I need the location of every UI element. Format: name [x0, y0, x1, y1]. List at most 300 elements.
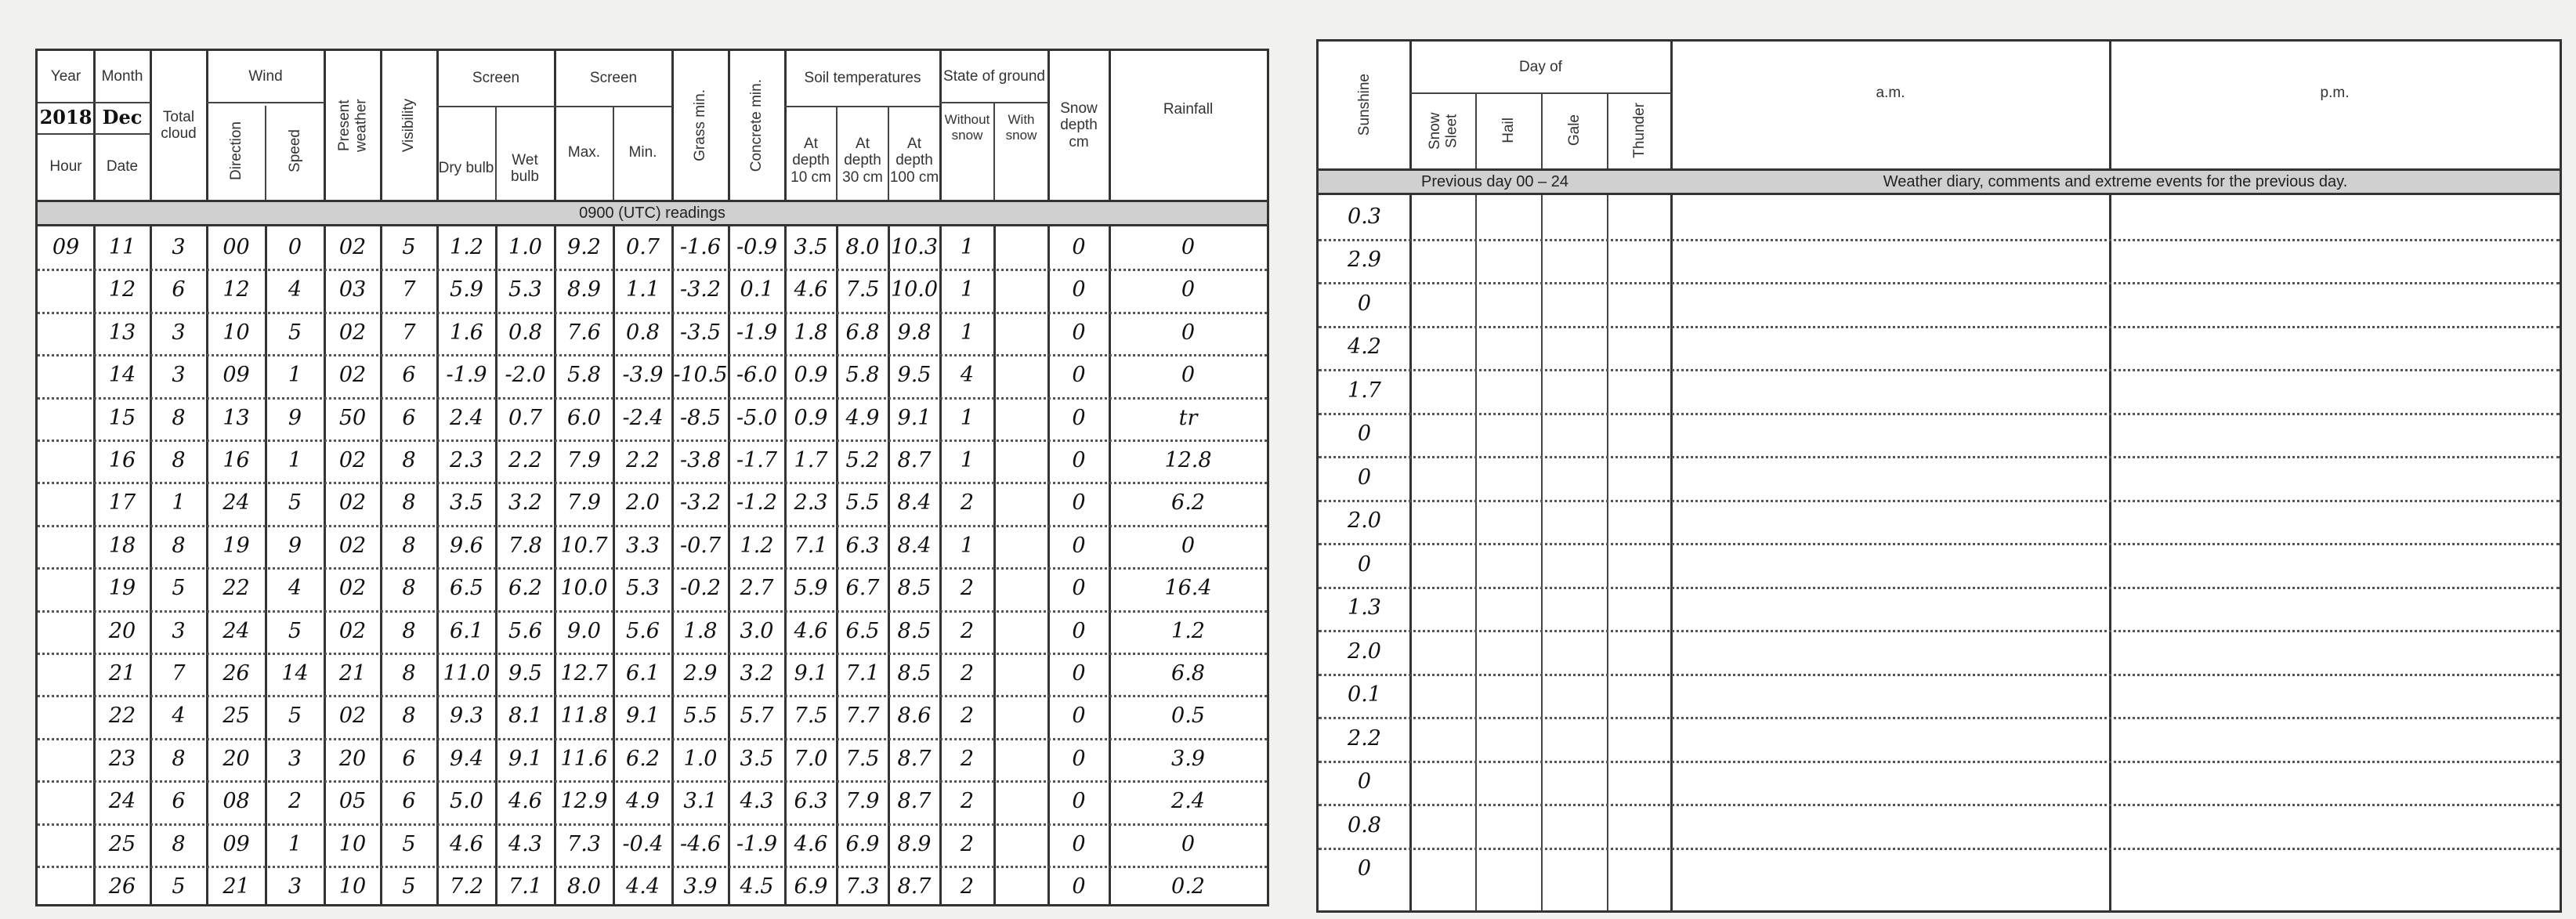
cell-hour [38, 312, 94, 354]
cell-wet: 5.3 [508, 277, 542, 302]
band-label: 0900 (UTC) readings [579, 204, 725, 222]
cell-date: 21 [108, 661, 136, 686]
cell-s100: 8.4 [897, 533, 932, 558]
cell-max: 11.6 [560, 746, 608, 771]
cell-wet: 9.1 [508, 746, 542, 771]
cell-concrete: 4.5 [740, 874, 774, 899]
header-subdivider [495, 106, 497, 200]
cell-with [994, 482, 1048, 524]
cell-hour [38, 738, 94, 780]
cell-cloud: 7 [172, 661, 186, 686]
total-cloud-header: Total cloud [161, 108, 197, 142]
cell-s10: 3.5 [794, 235, 828, 260]
band-right-label: Weather diary, comments and extreme events for the previous day. [1883, 172, 2348, 190]
cell-snow: 0 [1072, 405, 1086, 430]
cell-min: -2.4 [622, 405, 664, 430]
cell-date: 26 [108, 874, 136, 899]
header-rule [38, 133, 150, 135]
cell-s10: 7.0 [794, 746, 828, 771]
cell-cloud: 5 [172, 874, 186, 899]
cell-grass: -3.2 [679, 490, 722, 516]
cell-rain: 3.9 [1171, 746, 1205, 771]
cell-vis: 5 [402, 235, 416, 260]
header-rule [785, 106, 940, 107]
cell-grass: -4.6 [679, 831, 722, 856]
header-subdivider [1541, 92, 1543, 168]
cell-speed: 9 [288, 533, 302, 558]
cell-s10: 4.6 [794, 831, 828, 856]
cell-cloud: 6 [172, 277, 186, 302]
cell-without: 1 [960, 405, 975, 430]
cell-dry: 11.0 [443, 661, 490, 686]
cell-date: 24 [108, 789, 136, 814]
cell-date: 18 [108, 533, 136, 558]
cell-weather: 21 [338, 661, 367, 686]
cell-hour: 09 [52, 235, 80, 260]
cell-cloud: 6 [172, 789, 186, 814]
cell-with [994, 738, 1048, 780]
cell-s10: 1.7 [794, 448, 828, 473]
cell-speed: 4 [288, 576, 302, 601]
month-header: Month [101, 67, 143, 85]
cell-wet: 6.2 [508, 576, 542, 601]
cell-dry: 3.5 [450, 490, 483, 516]
cell-speed: 1 [288, 363, 302, 388]
cell-hour [38, 525, 94, 567]
cell-dir: 13 [223, 405, 250, 430]
cell-weather: 10 [338, 831, 367, 856]
cell-grass: -10.5 [673, 363, 728, 388]
cell-min: 0.7 [626, 235, 660, 260]
cell-dir: 26 [223, 661, 250, 686]
cell-rain: 0 [1181, 235, 1196, 260]
cell-dry: 9.6 [450, 533, 483, 558]
cell-concrete: 5.7 [740, 704, 774, 729]
cell-date: 13 [108, 320, 136, 345]
sunshine-value: 0 [1357, 769, 1372, 794]
cell-with [994, 354, 1048, 396]
sunshine-value: 4.2 [1348, 335, 1381, 360]
cell-grass: -0.7 [679, 533, 722, 558]
cell-date: 11 [108, 235, 136, 260]
cell-without: 1 [960, 277, 975, 302]
cell-min: 2.0 [626, 490, 660, 516]
cell-dry: 5.0 [450, 789, 483, 814]
cell-s100: 8.6 [897, 704, 932, 729]
direction-header [207, 102, 266, 200]
cell-min: -0.4 [622, 831, 664, 856]
cell-s10: 7.5 [794, 704, 828, 729]
cell-snow: 0 [1072, 277, 1086, 302]
sunshine-value: 0 [1357, 552, 1372, 577]
cell-rain: 0 [1181, 320, 1196, 345]
header-divider [436, 51, 439, 200]
cell-hour [38, 440, 94, 482]
cell-s100: 9.8 [897, 320, 932, 345]
cell-date: 19 [108, 576, 136, 601]
cell-s30: 7.7 [845, 704, 880, 729]
cell-s30: 5.2 [845, 448, 880, 473]
cell-date: 25 [108, 831, 136, 856]
cell-s100: 10.3 [890, 235, 939, 260]
cell-weather: 02 [338, 448, 367, 473]
cell-hour [38, 610, 94, 653]
cell-speed: 5 [288, 490, 302, 516]
cell-date: 15 [108, 405, 136, 430]
screen-header-2: Screen [589, 70, 638, 87]
header-rule [207, 102, 324, 103]
cell-without: 1 [960, 533, 975, 558]
cell-without: 1 [960, 320, 975, 345]
cell-snow: 0 [1072, 831, 1086, 856]
cell-with [994, 866, 1048, 908]
cell-cloud: 8 [172, 746, 186, 771]
cell-weather: 03 [338, 277, 367, 302]
snow-depth-header: Snow depth cm [1060, 100, 1098, 150]
cell-max: 7.6 [567, 320, 601, 345]
cell-concrete: 4.3 [740, 789, 774, 814]
sunshine-value: 1.3 [1348, 595, 1381, 621]
header-divider [1409, 42, 1412, 168]
cell-date: 23 [108, 746, 136, 771]
cell-s30: 8.0 [845, 235, 880, 260]
cell-hour [38, 269, 94, 311]
snow-sleet-header [1410, 92, 1476, 168]
day-of-header: Day of [1519, 58, 1562, 75]
header-subdivider [836, 106, 838, 200]
cell-date: 14 [108, 363, 136, 388]
cell-speed: 0 [288, 235, 302, 260]
thunder-label: Thunder [1630, 103, 1648, 158]
cell-date: 20 [108, 618, 136, 643]
cell-dir: 09 [223, 363, 250, 388]
cell-snow: 0 [1072, 874, 1086, 899]
cell-grass: -1.6 [679, 235, 722, 260]
cell-without: 2 [960, 746, 975, 771]
cell-max: 10.7 [560, 533, 608, 558]
cell-vis: 8 [402, 490, 416, 516]
rainfall-header: Rainfall [1163, 101, 1214, 118]
cell-dir: 24 [223, 490, 250, 516]
cell-vis: 6 [402, 363, 416, 388]
row-divider [1319, 587, 2560, 589]
cell-max: 12.7 [560, 661, 608, 686]
cell-snow: 0 [1072, 661, 1086, 686]
header-subdivider [1475, 92, 1477, 168]
cell-concrete: 3.0 [740, 618, 774, 643]
header-divider [150, 51, 152, 200]
cell-min: 4.9 [626, 789, 660, 814]
observation-sheet [35, 49, 1269, 906]
cell-s100: 9.5 [897, 363, 932, 388]
cell-concrete: -0.9 [736, 235, 778, 260]
row-divider [1319, 500, 2560, 502]
row-divider [1319, 804, 2560, 806]
cell-snow: 0 [1072, 490, 1086, 516]
header-divider [324, 51, 326, 200]
cell-vis: 8 [402, 533, 416, 558]
cell-snow: 0 [1072, 704, 1086, 729]
sunshine-value: 0 [1357, 291, 1372, 316]
cell-speed: 1 [288, 831, 302, 856]
concrete-min-header [729, 51, 785, 200]
cell-concrete: 3.2 [740, 661, 774, 686]
gale-label: Gale [1566, 114, 1583, 147]
cell-rain: 16.4 [1164, 576, 1212, 601]
cell-max: 9.2 [567, 235, 601, 260]
soil-100cm-header: At depth 100 cm [889, 136, 939, 186]
with-snow-header: With snow [1005, 112, 1037, 143]
cell-vis: 8 [402, 448, 416, 473]
cell-wet: -2.0 [505, 363, 546, 388]
cell-s30: 4.9 [845, 405, 880, 430]
cell-dir: 20 [223, 746, 250, 771]
visibility-header [381, 51, 437, 200]
cell-s30: 7.5 [845, 277, 880, 302]
cell-date: 12 [108, 277, 136, 302]
cell-speed: 5 [288, 320, 302, 345]
header-divider [939, 51, 942, 200]
sunshine-value: 0 [1357, 856, 1372, 881]
cell-with [994, 695, 1048, 737]
cell-grass: 1.0 [683, 746, 718, 771]
cell-rain: 0.2 [1171, 874, 1205, 899]
cell-min: -3.9 [622, 363, 664, 388]
month-value: Dec [102, 105, 143, 128]
header-subdivider [888, 106, 889, 200]
cell-wet: 0.7 [508, 405, 542, 430]
soil-temperatures-header: Soil temperatures [804, 70, 921, 87]
cell-snow: 0 [1072, 746, 1086, 771]
sunshine-value: 0.3 [1348, 204, 1381, 229]
header-divider [728, 51, 730, 200]
cell-dir: 21 [223, 874, 250, 899]
cell-max: 7.9 [567, 490, 601, 516]
speed-header [266, 102, 324, 200]
cell-s10: 6.3 [794, 789, 828, 814]
cell-max: 6.0 [567, 405, 601, 430]
sunshine-label: Sunshine [1355, 74, 1373, 136]
cell-snow: 0 [1072, 235, 1086, 260]
cell-min: 1.1 [626, 277, 660, 302]
grass-min-header [672, 51, 729, 200]
row-divider [1319, 674, 2560, 676]
cell-concrete: -6.0 [736, 363, 778, 388]
cell-dry: 6.5 [450, 576, 483, 601]
sunshine-value: 2.2 [1348, 725, 1381, 751]
cell-dir: 25 [223, 704, 250, 729]
cell-without: 2 [960, 831, 975, 856]
cell-s30: 6.8 [845, 320, 880, 345]
cell-without: 2 [960, 661, 975, 686]
cell-cloud: 5 [172, 576, 186, 601]
cell-concrete: -5.0 [736, 405, 778, 430]
header-subdivider [613, 106, 614, 200]
cell-dry: -1.9 [446, 363, 487, 388]
cell-min: 5.3 [626, 576, 660, 601]
cell-vis: 6 [402, 746, 416, 771]
cell-with [994, 525, 1048, 567]
cell-cloud: 3 [172, 235, 186, 260]
cell-wet: 1.0 [508, 235, 542, 260]
header-divider [1047, 51, 1050, 200]
cell-s100: 8.5 [897, 576, 932, 601]
date-header: Date [106, 157, 139, 175]
cell-rain: 6.2 [1171, 490, 1205, 516]
cell-concrete: -1.7 [736, 448, 778, 473]
cell-wet: 5.6 [508, 618, 542, 643]
cell-hour [38, 653, 94, 695]
cell-dry: 6.1 [450, 618, 483, 643]
cell-hour [38, 866, 94, 908]
cell-dir: 08 [223, 789, 250, 814]
cell-s30: 6.5 [845, 618, 880, 643]
grass-min-label: Grass min. [692, 89, 709, 161]
cell-rain: 0 [1181, 363, 1196, 388]
cell-rain: 0 [1181, 831, 1196, 856]
cell-snow: 0 [1072, 363, 1086, 388]
cell-vis: 6 [402, 789, 416, 814]
cell-without: 1 [960, 448, 975, 473]
cell-date: 16 [108, 448, 136, 473]
header-divider [671, 51, 674, 200]
cell-vis: 8 [402, 618, 416, 643]
cell-s100: 8.4 [897, 490, 932, 516]
cell-s30: 7.5 [845, 746, 880, 771]
pm-header: p.m. [2320, 85, 2350, 102]
screen-header-1: Screen [472, 70, 520, 87]
header-subdivider [1607, 92, 1608, 168]
cell-s30: 7.3 [845, 874, 880, 899]
cell-dir: 19 [223, 533, 250, 558]
cell-grass: -3.5 [679, 320, 722, 345]
row-divider [1319, 761, 2560, 763]
cell-without: 1 [960, 235, 975, 260]
sunshine-value: 1.7 [1348, 378, 1381, 403]
cell-max: 7.3 [567, 831, 601, 856]
cell-wet: 0.8 [508, 320, 542, 345]
header-subdivider [265, 106, 266, 200]
cell-wet: 7.8 [508, 533, 542, 558]
header-divider [2109, 42, 2111, 168]
cell-speed: 5 [288, 618, 302, 643]
cell-dry: 2.4 [450, 405, 483, 430]
row-divider [1319, 326, 2560, 328]
cell-speed: 2 [288, 789, 302, 814]
cell-cloud: 8 [172, 831, 186, 856]
cell-min: 2.2 [626, 448, 660, 473]
cell-min: 4.4 [626, 874, 660, 899]
header-rule [940, 102, 1048, 103]
state-of-ground-header: State of ground [943, 67, 1045, 85]
cell-snow: 0 [1072, 320, 1086, 345]
row-divider [1319, 369, 2560, 371]
header-rule [38, 102, 150, 103]
cell-max: 10.0 [560, 576, 608, 601]
band-left-label: Previous day 00 – 24 [1421, 172, 1568, 190]
cell-without: 4 [960, 363, 975, 388]
cell-max: 5.8 [567, 363, 601, 388]
cell-vis: 7 [402, 277, 416, 302]
header-divider [554, 51, 556, 200]
cell-with [994, 780, 1048, 823]
cell-weather: 02 [338, 618, 367, 643]
diary-band [1319, 168, 2560, 195]
cell-s100: 8.7 [897, 874, 932, 899]
cell-cloud: 1 [172, 490, 186, 516]
cell-dir: 10 [223, 320, 250, 345]
cell-cloud: 4 [172, 704, 186, 729]
cell-wet: 3.2 [508, 490, 542, 516]
year-header: Year [50, 67, 81, 85]
cell-speed: 5 [288, 704, 302, 729]
cell-min: 9.1 [626, 704, 660, 729]
cell-max: 12.9 [560, 789, 608, 814]
cell-s10: 4.6 [794, 277, 828, 302]
cell-date: 17 [108, 490, 136, 516]
readings-band [38, 200, 1267, 226]
cell-speed: 9 [288, 405, 302, 430]
cell-weather: 02 [338, 235, 367, 260]
row-divider [1319, 630, 2560, 632]
cell-speed: 3 [288, 746, 302, 771]
sunshine-value: 2.0 [1348, 508, 1381, 534]
cell-rain: 1.2 [1171, 618, 1205, 643]
cell-s10: 6.9 [794, 874, 828, 899]
cell-weather: 02 [338, 704, 367, 729]
wet-bulb-header: Wet bulb [511, 151, 539, 185]
cell-snow: 0 [1072, 448, 1086, 473]
cell-hour [38, 567, 94, 610]
cell-rain: 0.5 [1171, 704, 1205, 729]
hail-header [1476, 92, 1542, 168]
header-subdivider [993, 102, 995, 200]
cell-with [994, 269, 1048, 311]
cell-dir: 12 [223, 277, 250, 302]
cell-vis: 5 [402, 874, 416, 899]
cell-rain: 2.4 [1171, 789, 1205, 814]
cell-dry: 1.2 [450, 235, 483, 260]
cell-concrete: 2.7 [740, 576, 774, 601]
soil-10cm-header: At depth 10 cm [791, 136, 831, 186]
cell-rain: 12.8 [1164, 448, 1212, 473]
cell-min: 6.2 [626, 746, 660, 771]
cell-concrete: 3.5 [740, 746, 774, 771]
cell-s30: 5.5 [845, 490, 880, 516]
cell-max: 8.0 [567, 874, 601, 899]
cell-grass: 1.8 [683, 618, 718, 643]
cell-dry: 7.2 [450, 874, 483, 899]
cell-dry: 1.6 [450, 320, 483, 345]
cell-with [994, 226, 1048, 269]
header-divider [1670, 42, 1673, 168]
cell-hour [38, 482, 94, 524]
cell-s10: 7.1 [794, 533, 828, 558]
cell-wet: 2.2 [508, 448, 542, 473]
cell-weather: 20 [338, 746, 367, 771]
cell-hour [38, 397, 94, 440]
wind-header: Wind [248, 67, 283, 85]
cell-hour [38, 354, 94, 396]
cell-s10: 4.6 [794, 618, 828, 643]
cell-dry: 9.4 [450, 746, 483, 771]
cell-date: 22 [108, 704, 136, 729]
cell-speed: 3 [288, 874, 302, 899]
cell-min: 6.1 [626, 661, 660, 686]
speed-label: Speed [286, 129, 303, 172]
row-divider [1319, 456, 2560, 458]
soil-30cm-header: At depth 30 cm [842, 136, 883, 186]
